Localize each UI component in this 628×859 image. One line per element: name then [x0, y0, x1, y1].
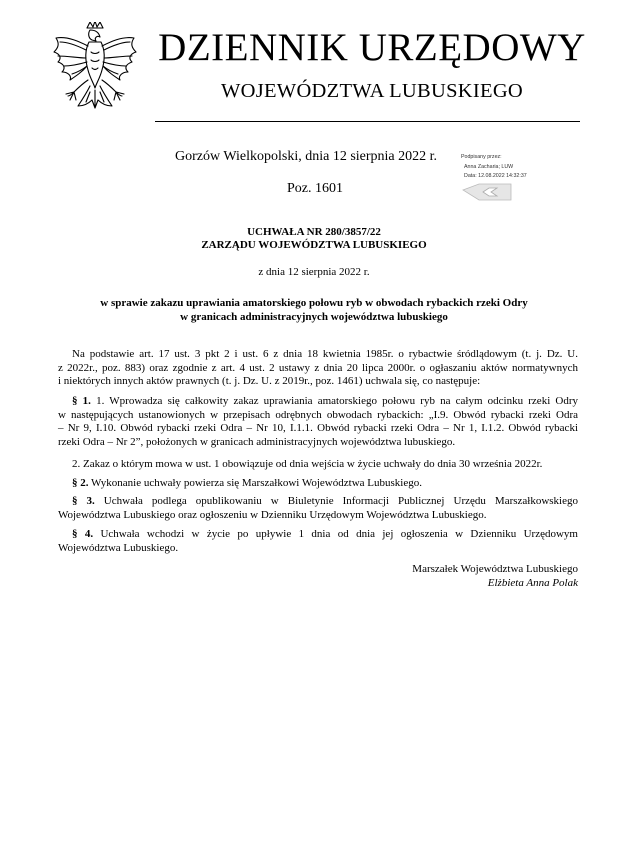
legal-basis-paragraph [58, 348, 578, 389]
paragraph-line [58, 528, 578, 542]
resolution-date: z dnia 12 sierpnia 2022 r. [258, 266, 370, 278]
resolution-issuer: ZARZĄDU WOJEWÓDZTWA LUBUSKIEGO [201, 239, 427, 251]
position-number: Poz. 1601 [287, 181, 343, 196]
paragraph-line: 2. Zakaz o którym mowa w ust. 1 obowiązuje od dnia wejścia w życie uchwały do dnia 30 września 2022r. [72, 458, 543, 470]
signature-signed-by: Podpisany przez: [461, 154, 502, 160]
eagle-emblem-icon [52, 22, 138, 126]
section-1-text: 1. Wprowadza się całkowity zakaz uprawiania amatorskiego połowu ryb na całym odcinku rzeki Odry [90, 395, 579, 407]
journal-title: DZIENNIK URZĘDOWY [158, 26, 586, 69]
paragraph-line [58, 395, 578, 409]
digital-signature-stamp [461, 153, 581, 203]
section-2-paragraph [58, 477, 578, 491]
section-3-text: Uchwała podlega opublikowaniu w Biuletynie Informacji Publicznej Urzędu Marszałkowskiego [94, 495, 579, 507]
section-1-point-2 [58, 458, 578, 472]
resolution-number: UCHWAŁA NR 280/3857/22 [247, 226, 381, 238]
paragraph-line: – Nr 9, I.10. Obwód rybacki rzeki Odra – Nr 10, I.1.1. Obwód rybacki rzeki Odra – Nr 1, I.1.2. Obwód rybacki [58, 422, 578, 434]
section-3-paragraph [58, 495, 578, 522]
resolution-subject-line-1: w sprawie zakazu uprawiania amatorskiego połowu ryb w obwodach rybackich rzeki Odry [100, 297, 528, 309]
paragraph-line: Województwa Lubuskiego oraz ogłoszeniu w Dzienniku Urzędowym Województwa Lubuskiego. [58, 508, 487, 521]
signer-name: Elżbieta Anna Polak [487, 577, 578, 589]
signature-signer: Anna Zacharia; LUW [464, 164, 514, 170]
section-4-text: Uchwała wchodzi w życie po upływie 1 dnia od dnia jej ogłoszenia w Dzienniku Urzędowym [93, 528, 578, 540]
header-divider [155, 121, 580, 122]
signer-role: Marszałek Województwa Lubuskiego [412, 563, 578, 575]
section-1-mark: § 1. [72, 395, 91, 407]
paragraph-line: i niektórych innych aktów prawnych (t. j. Dz. U. z 2019r., poz. 1461) uchwala się, co następuje: [58, 375, 481, 387]
paragraph-line: rzeki Odra – Nr 2”, położonych w granicach administracyjnych województwa lubuskiego. [58, 435, 456, 448]
section-1-paragraph [58, 395, 578, 449]
paragraph-line: Na podstawie art. 17 ust. 3 pkt 2 i ust. 6 z dnia 18 kwietnia 1985r. o rybactwie śródlądowym (t. j. Dz. U. [72, 348, 578, 360]
resolution-subject-line-2: w granicach administracyjnych województwa lubuskiego [180, 311, 448, 323]
signature-validity-icon [461, 182, 513, 202]
signature-date: Data: 12.08.2022 14:32:37 [464, 173, 527, 179]
paragraph-line [58, 495, 578, 509]
place-and-date: Gorzów Wielkopolski, dnia 12 sierpnia 2022 r. [175, 149, 438, 164]
section-4-paragraph [58, 528, 578, 555]
section-2-mark: § 2. [72, 477, 89, 489]
paragraph-line [58, 477, 578, 491]
section-2-text: Wykonanie uchwały powierza się Marszałkowi Województwa Lubuskiego. [88, 477, 422, 489]
section-3-mark: § 3. [72, 495, 95, 507]
journal-subtitle: WOJEWÓDZTWA LUBUSKIEGO [220, 80, 524, 102]
paragraph-line: w następujących ustanowionych w przepisach odrębnych obwodach rybackich: „I.9. Obwód rybacki rzeki Odra [58, 408, 578, 421]
section-4-mark: § 4. [72, 528, 94, 540]
paragraph-line: Województwa Lubuskiego. [58, 541, 179, 554]
paragraph-line: z 2022r., poz. 883) oraz zgodnie z art. 4 ust. 2 ustawy z dnia 20 lipca 2000r. o ogłaszaniu aktów normatywnych [58, 361, 578, 374]
